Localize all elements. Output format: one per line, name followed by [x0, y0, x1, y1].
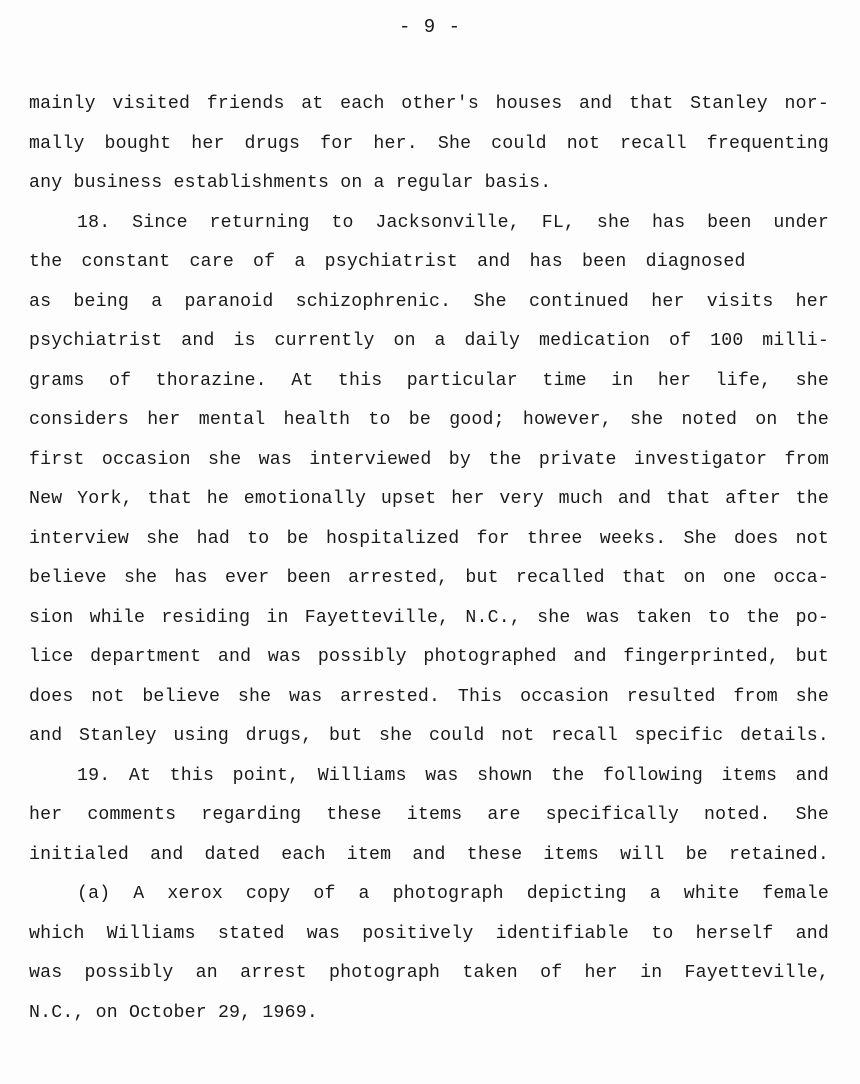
text-line: considers her mental health to be good; however, she noted on the	[29, 410, 829, 430]
text-line: believe she has ever been arrested, but recalled that on one occa-	[29, 568, 829, 588]
text-line: mally bought her drugs for her. She could not recall frequenting	[29, 133, 829, 154]
text-line: first occasion she was interviewed by the private investigator from	[29, 449, 829, 470]
text-line: and Stanley using drugs, but she could not recall specific details.	[29, 726, 829, 746]
text-line: sion while residing in Fayetteville, N.C., she was taken to the po-	[29, 607, 829, 628]
text-line: lice department and was possibly photographed and fingerprinted, but	[29, 647, 829, 667]
paragraph-18-start: 18. Since returning to Jacksonville, FL, she has been under	[77, 212, 829, 233]
text-line: N.C., on October 29, 1969.	[29, 1002, 318, 1023]
paragraph-19-start: 19. At this point, Williams was shown the following items and	[77, 765, 829, 786]
text-line: does not believe she was arrested. This occasion resulted from she	[29, 686, 829, 707]
text-line: initialed and dated each item and these items will be retained.	[29, 844, 829, 865]
page-number: - 9 -	[398, 16, 461, 38]
text-line: interview she had to be hospitalized for three weeks. She does not	[29, 528, 829, 549]
text-line: any business establishments on a regular basis.	[29, 173, 552, 193]
text-line: grams of thorazine. At this particular time in her life, she	[29, 370, 829, 391]
text-line: her comments regarding these items are specifically noted. She	[29, 805, 829, 825]
text-line: psychiatrist and is currently on a daily medication of 100 milli-	[29, 331, 829, 351]
text-line: was possibly an arrest photograph taken of her in Fayetteville,	[29, 963, 829, 983]
text-line: New York, that he emotionally upset her very much and that after the	[29, 489, 829, 509]
text-line: mainly visited friends at each other's houses and that Stanley nor-	[29, 94, 829, 114]
document-body	[29, 85, 829, 1033]
text-line: as being a paranoid schizophrenic. She continued her visits her	[29, 291, 829, 312]
text-line: the constant care of a psychiatrist and has been diagnosed	[29, 252, 746, 272]
item-a-start: (a) A xerox copy of a photograph depicting a white female	[77, 884, 829, 904]
text-line: which Williams stated was positively identifiable to herself and	[29, 923, 829, 944]
